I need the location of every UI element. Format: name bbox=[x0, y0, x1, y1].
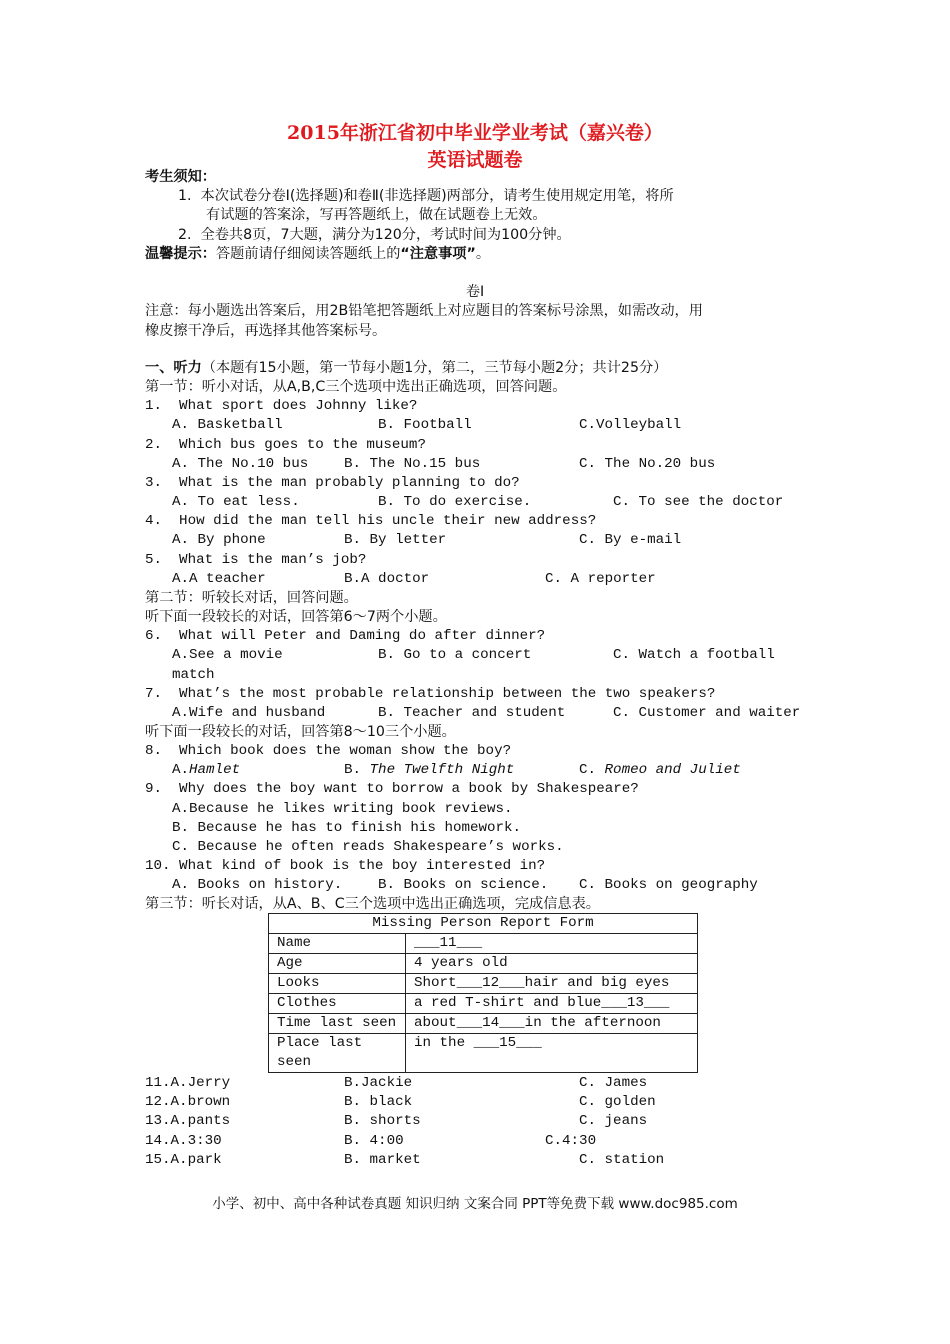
choice-a: A.pants bbox=[170, 1113, 231, 1129]
q4-option-b: B. By letter bbox=[344, 532, 447, 548]
choice-row-15 bbox=[145, 1151, 222, 1170]
form-title: Missing Person Report Form bbox=[269, 914, 698, 934]
volume-label: 卷Ⅰ bbox=[465, 284, 485, 300]
choice-number: 15. bbox=[145, 1152, 171, 1168]
notice-item-1-cont: 有试题的答案涂，写再答题纸上，做在试题卷上无效。 bbox=[206, 207, 547, 223]
question-2: 2. Which bus goes to the museum? bbox=[145, 437, 426, 453]
q4-option-a: A. By phone bbox=[172, 532, 266, 548]
choice-11-c: C. James bbox=[579, 1075, 648, 1091]
choice-14-c: C.4:30 bbox=[545, 1133, 597, 1149]
q9-option-a: A.Because he likes writing book reviews. bbox=[172, 801, 513, 817]
form-row bbox=[269, 1014, 698, 1034]
q10-option-b: B. Books on science. bbox=[378, 877, 549, 893]
q8-option-a-letter: A. bbox=[172, 762, 190, 778]
choice-12-b: B. black bbox=[344, 1094, 413, 1110]
q9-option-c: C. Because he often reads Shakespeare’s works. bbox=[172, 839, 564, 855]
q6-option-c: C. Watch a football bbox=[613, 647, 775, 663]
choice-15-c: C. station bbox=[579, 1152, 665, 1168]
form-label: Age bbox=[269, 954, 406, 974]
choice-a: A.brown bbox=[170, 1094, 231, 1110]
q4-option-c: C. By e-mail bbox=[579, 532, 682, 548]
page-footer: 小学、初中、高中各种试卷真题 知识归纳 文案合同 PPT等免费下载 www.doc985.com bbox=[212, 1196, 738, 1212]
choice-a: A.park bbox=[170, 1152, 222, 1168]
tip-label: 温馨提示： bbox=[145, 246, 216, 262]
section1-title: 一、听力 bbox=[145, 360, 202, 376]
question-3: 3. What is the man probably planning to do? bbox=[145, 475, 520, 491]
q6-option-c-cont: match bbox=[172, 667, 215, 683]
choice-row-13 bbox=[145, 1112, 230, 1131]
form-label: Place last seen bbox=[269, 1034, 406, 1073]
q5-option-b: B.A doctor bbox=[344, 571, 430, 587]
q8-option-c-letter: C. bbox=[579, 762, 605, 778]
q8-option-c-title: Romeo and Juliet bbox=[604, 762, 741, 778]
choice-number: 12. bbox=[145, 1094, 171, 1110]
notice-item-2: 2. 全卷共8页，7大题，满分为120分，考试时间为100分钟。 bbox=[178, 227, 571, 243]
q3-option-b: B. To do exercise. bbox=[378, 494, 532, 510]
q5-option-a: A.A teacher bbox=[172, 571, 266, 587]
q1-option-c: C.Volleyball bbox=[579, 417, 682, 433]
question-7: 7. What’s the most probable relationship between the two speakers? bbox=[145, 686, 716, 702]
q8-option-b-title: The Twelfth Night bbox=[369, 762, 515, 778]
form-row bbox=[269, 934, 698, 954]
form-value: Short___12___hair and big eyes bbox=[406, 974, 698, 994]
choice-13-b: B. shorts bbox=[344, 1113, 421, 1129]
part2-intro-2: 听下面一段较长的对话，回答第8～10三个小题。 bbox=[145, 724, 456, 740]
tip-end: 。 bbox=[475, 246, 491, 262]
question-9: 9. Why does the boy want to borrow a book by Shakespeare? bbox=[145, 781, 639, 797]
form-row bbox=[269, 954, 698, 974]
q8-option-a-title: Hamlet bbox=[189, 762, 241, 778]
q8-option-a bbox=[172, 761, 240, 780]
tip-line bbox=[145, 245, 490, 264]
q6-option-a: A.See a movie bbox=[172, 647, 283, 663]
q8-option-b-letter: B. bbox=[344, 762, 370, 778]
q1-option-a: A. Basketball bbox=[172, 417, 283, 433]
q5-option-c: C. A reporter bbox=[545, 571, 656, 587]
q2-option-c: C. The No.20 bus bbox=[579, 456, 716, 472]
choice-number: 14. bbox=[145, 1133, 171, 1149]
form-label: Clothes bbox=[269, 994, 406, 1014]
choice-number: 13. bbox=[145, 1113, 171, 1129]
exam-title: 2015年浙江省初中毕业学业考试（嘉兴卷） bbox=[287, 122, 663, 144]
attention-line-1: 注意：每小题选出答案后，用2B铅笔把答题纸上对应题目的答案标号涂黑，如需改动，用 bbox=[145, 303, 703, 319]
form-label: Looks bbox=[269, 974, 406, 994]
form-value: in the ___15___ bbox=[406, 1034, 698, 1073]
choice-row-11 bbox=[145, 1074, 230, 1093]
section1-heading bbox=[145, 359, 667, 378]
choice-row-12 bbox=[145, 1093, 230, 1112]
q7-option-c: C. Customer and waiter bbox=[613, 705, 801, 721]
part2-instruction: 第二节：听较长对话，回答问题。 bbox=[145, 590, 358, 606]
choice-row-14 bbox=[145, 1132, 222, 1151]
form-label: Name bbox=[269, 934, 406, 954]
question-8: 8. Which book does the woman show the boy? bbox=[145, 743, 512, 759]
form-value: about___14___in the afternoon bbox=[406, 1014, 698, 1034]
form-value: 4 years old bbox=[406, 954, 698, 974]
tip-text: 答题前请仔细阅读答题纸上的 bbox=[215, 246, 401, 262]
question-6: 6. What will Peter and Daming do after dinner? bbox=[145, 628, 546, 644]
q1-option-b: B. Football bbox=[378, 417, 472, 433]
q8-option-c bbox=[579, 761, 741, 780]
part2-intro-1: 听下面一段较长的对话，回答第6～7两个小题。 bbox=[145, 609, 447, 625]
notice-heading: 考生须知： bbox=[145, 169, 216, 185]
question-1: 1. What sport does Johnny like? bbox=[145, 398, 418, 414]
part3-instruction: 第三节：听长对话，从A、B、C三个选项中选出正确选项，完成信息表。 bbox=[145, 896, 600, 912]
q7-option-b: B. Teacher and student bbox=[378, 705, 566, 721]
choice-12-c: C. golden bbox=[579, 1094, 656, 1110]
question-4: 4. How did the man tell his uncle their new address? bbox=[145, 513, 597, 529]
form-row bbox=[269, 974, 698, 994]
choice-14-b: B. 4:00 bbox=[344, 1133, 404, 1149]
choice-a: A.3:30 bbox=[170, 1133, 222, 1149]
q10-option-a: A. Books on history. bbox=[172, 877, 343, 893]
form-row bbox=[269, 1034, 698, 1073]
form-value: a red T-shirt and blue___13___ bbox=[406, 994, 698, 1014]
part1-instruction: 第一节：听小对话，从A,B,C三个选项中选出正确选项，回答问题。 bbox=[145, 379, 567, 395]
q2-option-b: B. The No.15 bus bbox=[344, 456, 481, 472]
q7-option-a: A.Wife and husband bbox=[172, 705, 326, 721]
q10-option-c: C. Books on geography bbox=[579, 877, 758, 893]
tip-bold: “注意事项” bbox=[400, 246, 476, 262]
attention-line-2: 橡皮擦干净后，再选择其他答案标号。 bbox=[145, 323, 387, 339]
choice-13-c: C. jeans bbox=[579, 1113, 648, 1129]
form-value: ___11___ bbox=[406, 934, 698, 954]
choice-11-b: B.Jackie bbox=[344, 1075, 413, 1091]
choice-15-b: B. market bbox=[344, 1152, 421, 1168]
section1-note: （本题有15小题，第一节每小题1分，第二，三节每小题2分；共计25分） bbox=[201, 360, 668, 376]
form-row bbox=[269, 994, 698, 1014]
q9-option-b: B. Because he has to finish his homework. bbox=[172, 820, 522, 836]
form-label: Time last seen bbox=[269, 1014, 406, 1034]
question-10: 10. What kind of book is the boy interested in? bbox=[145, 858, 546, 874]
q6-option-b: B. Go to a concert bbox=[378, 647, 532, 663]
missing-person-form bbox=[268, 913, 698, 1073]
exam-subtitle: 英语试题卷 bbox=[427, 149, 523, 171]
q3-option-c: C. To see the doctor bbox=[613, 494, 784, 510]
question-5: 5. What is the man’s job? bbox=[145, 552, 367, 568]
q2-option-a: A. The No.10 bus bbox=[172, 456, 309, 472]
notice-item-1: 1. 本次试卷分卷Ⅰ(选择题)和卷Ⅱ(非选择题)两部分，请考生使用规定用笔，将所 bbox=[178, 188, 674, 204]
choice-a: A.Jerry bbox=[170, 1075, 231, 1091]
choice-number: 11. bbox=[145, 1075, 171, 1091]
q3-option-a: A. To eat less. bbox=[172, 494, 300, 510]
q8-option-b bbox=[344, 761, 514, 780]
